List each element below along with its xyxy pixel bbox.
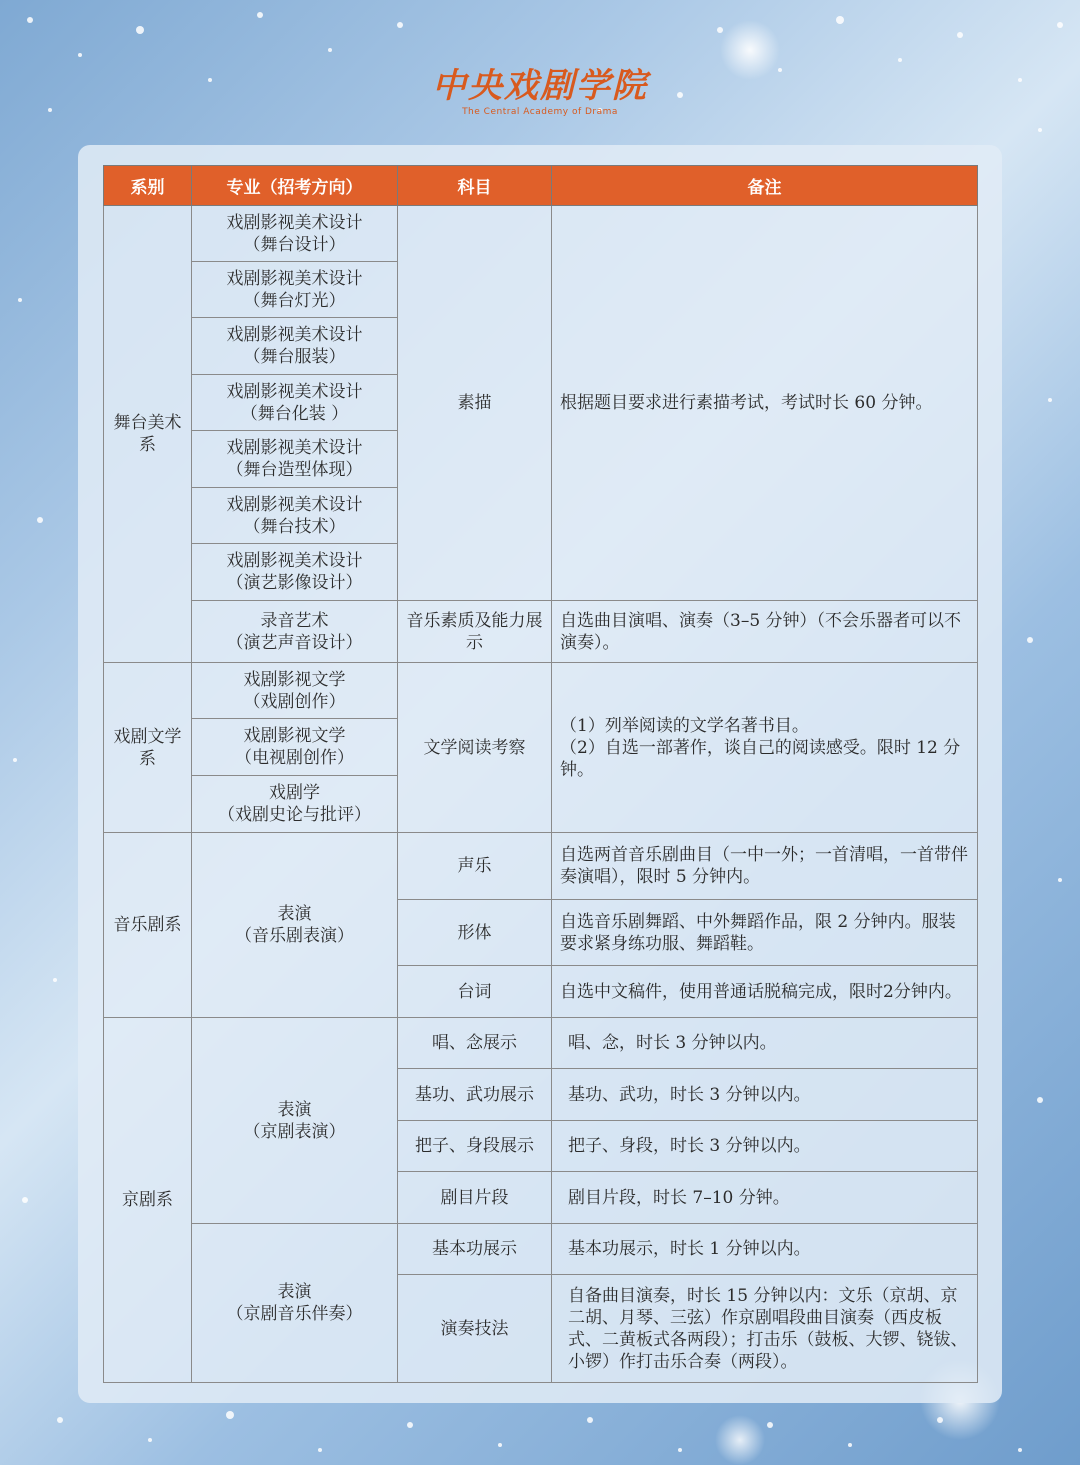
note-cell: 剧目片段，时长 7–10 分钟。: [552, 1172, 978, 1224]
exam-subjects-table: [103, 165, 978, 1383]
note-cell: （1）列举阅读的文学名著书目。 （2）自选一部著作，谈自己的阅读感受。限时 12 分钟。: [552, 663, 978, 833]
major-cell: 戏剧影视美术设计 （舞台技术）: [192, 488, 398, 544]
major-cell: 戏剧影视文学 （电视剧创作）: [192, 719, 398, 776]
note-cell: 基本功展示，时长 1 分钟以内。: [552, 1224, 978, 1275]
subject-cell: 声乐: [398, 833, 552, 900]
subject-cell: 把子、身段展示: [398, 1121, 552, 1172]
table-row: [104, 833, 978, 900]
subject-cell: 演奏技法: [398, 1275, 552, 1383]
header-notes: 备注: [552, 166, 978, 206]
note-cell: 自选曲目演唱、演奏（3–5 分钟）（不会乐器者可以不演奏）。: [552, 601, 978, 663]
major-cell: 戏剧影视美术设计 （舞台灯光）: [192, 262, 398, 318]
note-cell: 唱、念，时长 3 分钟以内。: [552, 1018, 978, 1069]
major-cell: 戏剧学 （戏剧史论与批评）: [192, 776, 398, 833]
major-cell: 戏剧影视美术设计 （舞台服装）: [192, 318, 398, 375]
table-row: [104, 1018, 978, 1069]
subject-cell: 基功、武功展示: [398, 1069, 552, 1121]
major-cell: 表演 （音乐剧表演）: [192, 833, 398, 1018]
logo-english: The Central Academy of Drama: [462, 107, 618, 117]
academy-logo: [0, 58, 1080, 117]
note-cell: 自选中文稿件，使用普通话脱稿完成，限时2分钟内。: [552, 966, 978, 1018]
subject-cell: 形体: [398, 900, 552, 966]
major-cell: 表演 （京剧表演）: [192, 1018, 398, 1224]
dept-stage-art: 舞台美术系: [104, 206, 192, 663]
note-cell: 自选两首音乐剧曲目（一中一外；一首清唱，一首带伴奏演唱），限时 5 分钟内。: [552, 833, 978, 900]
table-row: [104, 206, 978, 262]
subject-cell: 台词: [398, 966, 552, 1018]
table-header-row: [104, 166, 978, 206]
major-cell: 表演 （京剧音乐伴奏）: [192, 1224, 398, 1383]
subject-cell: 素描: [398, 206, 552, 601]
note-cell: 把子、身段，时长 3 分钟以内。: [552, 1121, 978, 1172]
subject-cell: 唱、念展示: [398, 1018, 552, 1069]
major-cell: 戏剧影视美术设计 （舞台设计）: [192, 206, 398, 262]
dept-peking-opera: 京剧系: [104, 1018, 192, 1383]
major-cell: 戏剧影视美术设计 （舞台化装 ）: [192, 375, 398, 431]
table-row: [104, 1224, 978, 1275]
dept-literature: 戏剧文学系: [104, 663, 192, 833]
note-cell: 自备曲目演奏，时长 15 分钟以内：文乐（京胡、京二胡、月琴、三弦）作京剧唱段曲目演奏（西皮板式、二黄板式各两段）；打击乐（鼓板、大锣、铙钹、小锣）作打击乐合奏（两段）。: [552, 1275, 978, 1383]
header-subject: 科目: [398, 166, 552, 206]
note-cell: 自选音乐剧舞蹈、中外舞蹈作品，限 2 分钟内。服装要求紧身练功服、舞蹈鞋。: [552, 900, 978, 966]
header-major: 专业（招考方向）: [192, 166, 398, 206]
dept-musical: 音乐剧系: [104, 833, 192, 1018]
note-cell: 根据题目要求进行素描考试，考试时长 60 分钟。: [552, 206, 978, 601]
major-cell: 戏剧影视美术设计 （演艺影像设计）: [192, 544, 398, 601]
table-row: [104, 601, 978, 663]
major-cell: 戏剧影视文学 （戏剧创作）: [192, 663, 398, 719]
subject-cell: 音乐素质及能力展示: [398, 601, 552, 663]
logo-chinese: 中央戏剧学院: [432, 66, 648, 106]
major-cell: 戏剧影视美术设计 （舞台造型体现）: [192, 431, 398, 488]
note-cell: 基功、武功，时长 3 分钟以内。: [552, 1069, 978, 1121]
subject-cell: 文学阅读考察: [398, 663, 552, 833]
subject-cell: 剧目片段: [398, 1172, 552, 1224]
table-row: [104, 663, 978, 719]
header-department: 系别: [104, 166, 192, 206]
major-cell: 录音艺术 （演艺声音设计）: [192, 601, 398, 663]
subject-cell: 基本功展示: [398, 1224, 552, 1275]
